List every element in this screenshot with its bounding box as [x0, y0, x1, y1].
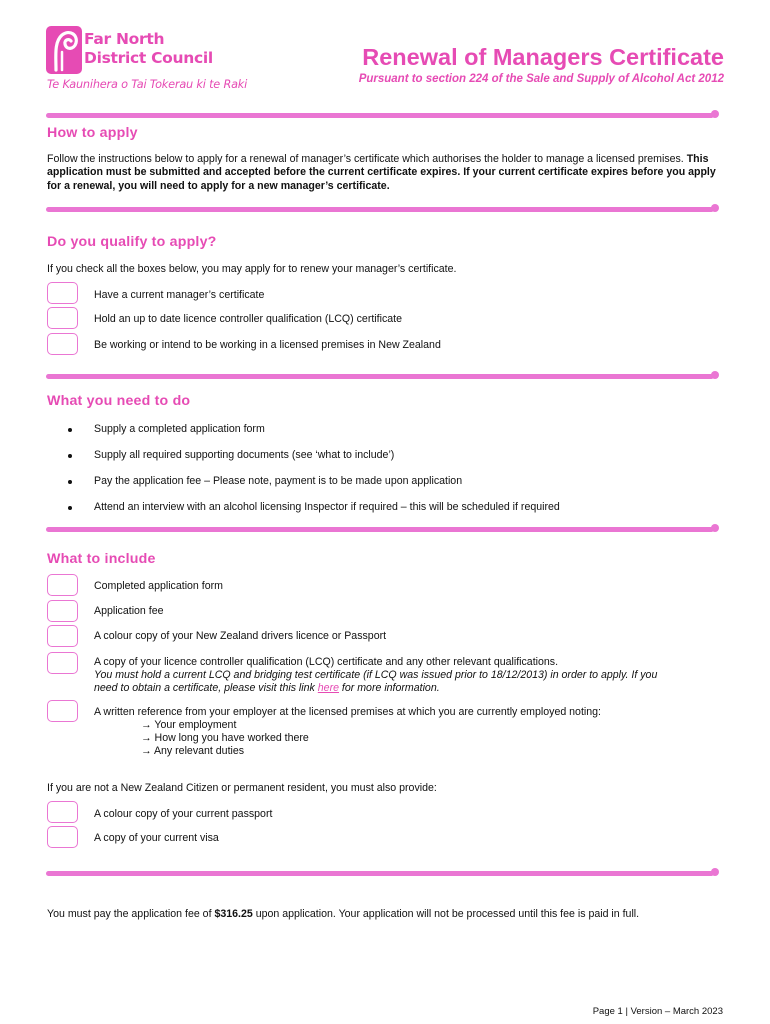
- bullet-icon: [68, 428, 72, 432]
- todo-heading: What you need to do: [47, 393, 191, 409]
- include-checkbox-3[interactable]: [47, 625, 78, 647]
- how-to-apply-warning: This application must be submitted and accepted before the current certificate expires. If your current certificate expires before you apply for a renewal, you will need to apply for a new manager’s certificate.: [47, 153, 716, 192]
- lcq-note-text-a: need to obtain a certificate, please visit this link: [94, 682, 318, 694]
- section-divider: [46, 527, 714, 532]
- non-citizen-item-1: A colour copy of your current passport: [94, 808, 273, 820]
- bullet-icon: [68, 454, 72, 458]
- qualify-checkbox-2[interactable]: [47, 307, 78, 329]
- qualify-item-2: Hold an up to date licence controller qualification (LCQ) certificate: [94, 313, 402, 325]
- non-citizen-checkbox-2[interactable]: [47, 826, 78, 848]
- page-title: Renewal of Managers Certificate: [362, 44, 724, 70]
- council-tagline: Te Kaunihera o Tai Tokerau ki te Raki: [47, 78, 248, 91]
- bullet-icon: [68, 506, 72, 510]
- qualify-intro: If you check all the boxes below, you may apply for to renew your manager’s certificate.: [47, 263, 457, 275]
- include-item-1: Completed application form: [94, 580, 223, 592]
- reference-point-3: → Any relevant duties: [141, 745, 245, 757]
- lcq-note-line2: [94, 682, 440, 695]
- section-divider: [46, 374, 714, 379]
- council-name-line1: Far North: [84, 30, 165, 48]
- non-citizen-checkbox-1[interactable]: [47, 801, 78, 823]
- fee-text-before: You must pay the application fee of: [47, 908, 215, 920]
- qualify-checkbox-1[interactable]: [47, 282, 78, 304]
- include-checkbox-2[interactable]: [47, 600, 78, 622]
- reference-point-1: → Your employment: [141, 719, 237, 731]
- koru-logo-icon: [46, 26, 82, 74]
- how-to-apply-intro: Follow the instructions below to apply for a renewal of manager’s certificate which authorises the holder to manage a licensed premises.: [47, 153, 684, 165]
- lcq-note-line1: You must hold a current LCQ and bridging test certificate (if LCQ was issued prior to 18/12/2013) in order to apply. If you: [94, 669, 658, 681]
- section-divider: [46, 113, 714, 118]
- lcq-note-text-b: for more information.: [338, 682, 440, 694]
- non-citizen-item-2: A copy of your current visa: [94, 832, 219, 844]
- include-heading: What to include: [47, 551, 156, 567]
- reference-point-2: → How long you have worked there: [141, 732, 309, 744]
- section-divider: [46, 207, 714, 212]
- council-name-line2: District Council: [84, 49, 213, 67]
- include-item-4: A copy of your licence controller qualification (LCQ) certificate and any other relevant qualifications.: [94, 656, 559, 668]
- fee-statement: [47, 908, 639, 921]
- qualify-checkbox-3[interactable]: [47, 333, 78, 355]
- qualify-heading: Do you qualify to apply?: [47, 234, 217, 250]
- lcq-info-link[interactable]: here: [317, 682, 339, 694]
- include-checkbox-4[interactable]: [47, 652, 78, 674]
- page-footer: Page 1 | Version – March 2023: [592, 1006, 723, 1017]
- how-to-apply-heading: How to apply: [47, 125, 138, 141]
- include-item-reference: A written reference from your employer at the licensed premises at which you are currently employed noting:: [94, 706, 601, 718]
- include-checkbox-5[interactable]: [47, 700, 78, 722]
- include-checkbox-1[interactable]: [47, 574, 78, 596]
- section-divider: [46, 871, 714, 876]
- qualify-item-3: Be working or intend to be working in a licensed premises in New Zealand: [94, 339, 441, 351]
- include-item-3: A colour copy of your New Zealand drivers licence or Passport: [94, 630, 387, 642]
- fee-text-after: upon application. Your application will not be processed until this fee is paid in full.: [252, 908, 640, 920]
- qualify-item-1: Have a current manager’s certificate: [94, 289, 265, 301]
- fee-amount: $316.25: [214, 908, 253, 920]
- todo-item-4: Attend an interview with an alcohol licensing Inspector if required – this will be scheduled if required: [94, 501, 560, 513]
- how-to-apply-text: [47, 153, 727, 193]
- bullet-icon: [68, 480, 72, 484]
- todo-item-1: Supply a completed application form: [94, 423, 265, 435]
- todo-item-2: Supply all required supporting documents (see ‘what to include’): [94, 449, 395, 461]
- todo-item-3: Pay the application fee – Please note, payment is to be made upon application: [94, 475, 463, 487]
- include-item-2: Application fee: [94, 605, 164, 617]
- council-name: [84, 30, 213, 68]
- page-subtitle: Pursuant to section 224 of the Sale and Supply of Alcohol Act 2012: [358, 73, 724, 85]
- non-citizen-intro: If you are not a New Zealand Citizen or permanent resident, you must also provide:: [47, 782, 437, 794]
